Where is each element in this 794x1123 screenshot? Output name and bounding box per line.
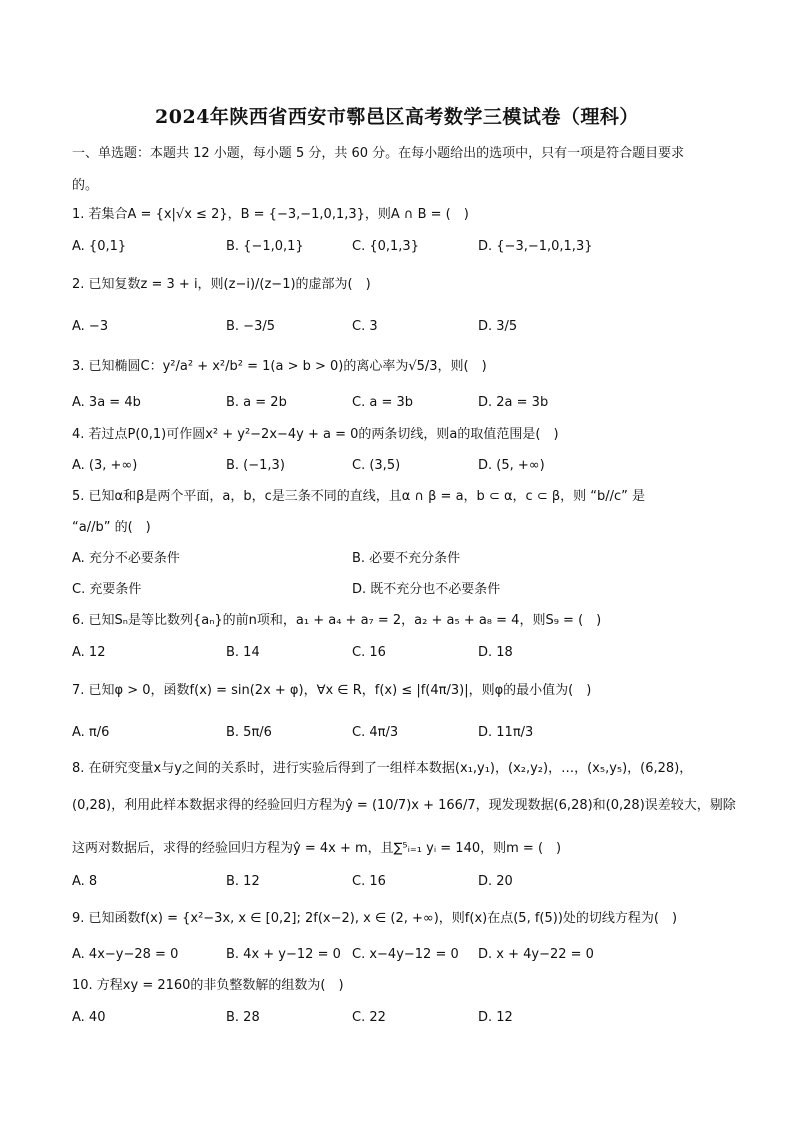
option-a: A. (3, +∞) <box>72 458 138 473</box>
option-b: B. 4x + y−12 = 0 <box>226 947 341 962</box>
option-d: D. 18 <box>478 645 513 660</box>
option-a: A. 充分不必要条件 <box>72 551 180 566</box>
option-d: D. 3/5 <box>478 319 518 334</box>
option-d: D. 2a = 3b <box>478 395 549 410</box>
option-c: C. {0,1,3} <box>352 239 419 254</box>
option-a: A. 4x−y−28 = 0 <box>72 947 179 962</box>
question-8-stem-line1: 8. 在研究变量x与y之间的关系时，进行实验后得到了一组样本数据(x₁,y₁)，(x₂,y₂)，…，(x₅,y₅)，(6,28)， <box>72 761 693 776</box>
option-b: B. 28 <box>226 1010 260 1025</box>
question-7-stem: 7. 已知φ > 0，函数f(x) = sin(2x + φ)，∀x ∈ R，f(x) ≤ |f(4π/3)|，则φ的最小值为( ) <box>72 683 592 698</box>
question-5-stem-line1: 5. 已知α和β是两个平面，a，b，c是三条不同的直线，且α ∩ β = a，b ⊂ α，c ⊂ β，则 “b//c” 是 <box>72 489 646 504</box>
option-d: D. 20 <box>478 874 513 889</box>
question-7-options <box>72 724 732 744</box>
question-6-stem: 6. 已知Sₙ是等比数列{aₙ}的前n项和，a₁ + a₄ + a₇ = 2，a₂ + a₅ + a₈ = 4，则S₉ = ( ) <box>72 613 602 628</box>
option-a: A. 40 <box>72 1010 106 1025</box>
option-a: A. {0,1} <box>72 239 127 254</box>
option-c: C. 16 <box>352 874 386 889</box>
question-5-stem-line2: “a//b” 的( ) <box>72 520 151 535</box>
option-a: A. 8 <box>72 874 98 889</box>
option-d: D. 既不充分也不必要条件 <box>352 582 501 597</box>
option-a: A. π/6 <box>72 725 110 740</box>
option-b: B. −3/5 <box>226 319 275 334</box>
option-c: C. x−4y−12 = 0 <box>352 947 459 962</box>
question-8-stem-line3: 这两对数据后，求得的经验回归方程为ŷ = 4x + m，且∑⁵ᵢ₌₁ yᵢ = 140，则m = ( ) <box>72 841 562 856</box>
option-a: A. 3a = 4b <box>72 395 141 410</box>
question-10-stem: 10. 方程xy = 2160的非负整数解的组数为( ) <box>72 978 344 993</box>
option-d: D. {−3,−1,0,1,3} <box>478 239 593 254</box>
page-title: 2024年陕西省西安市鄠邑区高考数学三模试卷（理科） <box>155 106 639 128</box>
option-b: B. 5π/6 <box>226 725 272 740</box>
option-c: C. (3,5) <box>352 458 401 473</box>
option-b: B. 12 <box>226 874 260 889</box>
question-2-stem: 2. 已知复数z = 3 + i，则(z−i)/(z−1)的虚部为( ) <box>72 277 371 292</box>
option-c: C. 4π/3 <box>352 725 399 740</box>
question-5-options-row1 <box>72 550 732 570</box>
option-b: B. 必要不充分条件 <box>352 551 461 566</box>
option-b: B. a = 2b <box>226 395 287 410</box>
question-5-options-row2 <box>72 581 732 601</box>
option-c: C. a = 3b <box>352 395 413 410</box>
question-8-stem-line2: (0,28)，利用此样本数据求得的经验回归方程为ŷ = (10/7)x + 166/7，现发现数据(6,28)和(0,28)误差较大，剔除 <box>72 798 736 813</box>
option-c: C. 3 <box>352 319 378 334</box>
option-c: C. 16 <box>352 645 386 660</box>
option-b: B. {−1,0,1} <box>226 239 304 254</box>
question-10-options <box>72 1009 732 1029</box>
question-4-stem: 4. 若过点P(0,1)可作圆x² + y²−2x−4y + a = 0的两条切线，则a的取值范围是( ) <box>72 427 559 442</box>
question-8-options <box>72 873 732 893</box>
option-c: C. 22 <box>352 1010 386 1025</box>
option-a: A. −3 <box>72 319 109 334</box>
question-1-stem: 1. 若集合A = {x|√x ≤ 2}，B = {−3,−1,0,1,3}，则A ∩ B = ( ) <box>72 207 469 222</box>
question-1-options <box>72 238 732 258</box>
option-b: B. (−1,3) <box>226 458 285 473</box>
option-c: C. 充要条件 <box>72 582 142 597</box>
option-d: D. x + 4y−22 = 0 <box>478 947 594 962</box>
question-3-stem: 3. 已知椭圆C：y²/a² + x²/b² = 1(a > b > 0)的离心率为√5/3，则( ) <box>72 359 487 374</box>
option-b: B. 14 <box>226 645 260 660</box>
question-6-options <box>72 644 732 664</box>
question-4-options <box>72 457 732 477</box>
question-9-stem: 9. 已知函数f(x) = {x²−3x, x ∈ [0,2]; 2f(x−2), x ∈ (2, +∞)，则f(x)在点(5, f(5))处的切线方程为( ) <box>72 911 678 926</box>
question-9-options <box>72 946 732 966</box>
option-d: D. 11π/3 <box>478 725 534 740</box>
question-2-options <box>72 318 732 338</box>
option-a: A. 12 <box>72 645 106 660</box>
section-instruction-line2: 的。 <box>72 178 99 193</box>
section-instruction-line1: 一、单选题：本题共 12 小题，每小题 5 分，共 60 分。在每小题给出的选项中，只有一项是符合题目要求 <box>72 146 685 161</box>
question-3-options <box>72 394 732 414</box>
option-d: D. (5, +∞) <box>478 458 545 473</box>
option-d: D. 12 <box>478 1010 513 1025</box>
